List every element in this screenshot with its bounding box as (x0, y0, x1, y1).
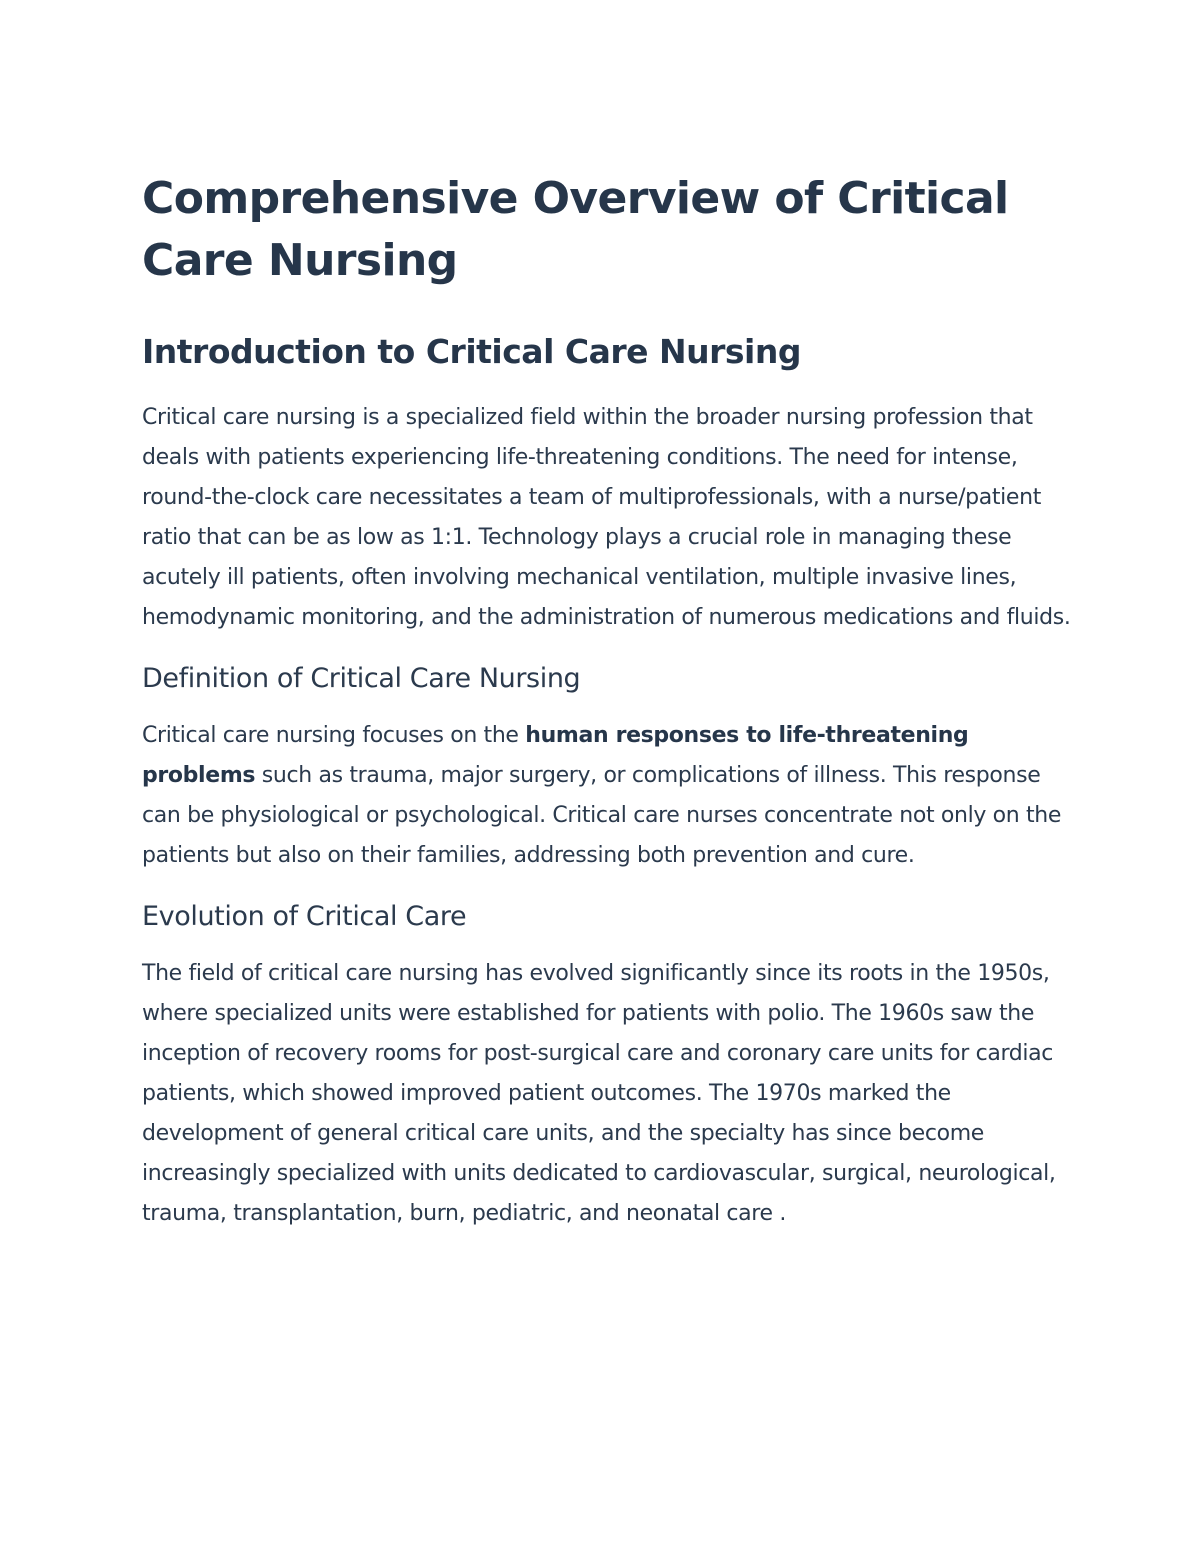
document-title: Comprehensive Overview of Critical Care Nursing (142, 173, 1009, 286)
paragraph-definition (142, 716, 1072, 876)
section-heading-definition: Definition of Critical Care Nursing (142, 663, 581, 694)
section-heading-evolution: Evolution of Critical Care (142, 901, 467, 932)
paragraph-definition-lead: Critical care nursing focuses on the (142, 723, 526, 748)
paragraph-evolution: The field of critical care nursing has evolved significantly since its roots in the 1950s, where specialized units were established for patients with polio. The 1960s saw the inception of recovery rooms for post-surgical care and coronary care units for cardiac patients, which showed improved patient outcomes. The 1970s marked the development of general critical care units, and the specialty has since become increasingly specialized with units dedicated to cardiovascular, surgical, neurological, trauma, transplantation, burn, pediatric, and neonatal care . (142, 961, 1056, 1226)
paragraph-introduction: Critical care nursing is a specialized field within the broader nursing profession that deals with patients experiencing life-threatening conditions. The need for intense, round-the-clock care necessitates a team of multiprofessionals, with a nurse/patient ratio that can be as low as 1:1. Technology plays a crucial role in managing these acutely ill patients, often involving mechanical ventilation, multiple invasive lines, hemodynamic monitoring, and the administration of numerous medications and fluids. (142, 405, 1071, 630)
section-heading-introduction: Introduction to Critical Care Nursing (142, 332, 801, 371)
paragraph-definition-emphasis: human responses to life-threatening problems (142, 723, 969, 788)
paragraph-definition-rest: such as trauma, major surgery, or complications of illness. This response can be physiological or psychological. Critical care nurses concentrate not only on the patients but also on their families, addressing both prevention and cure. (142, 763, 1062, 868)
document-page (142, 168, 1072, 1234)
